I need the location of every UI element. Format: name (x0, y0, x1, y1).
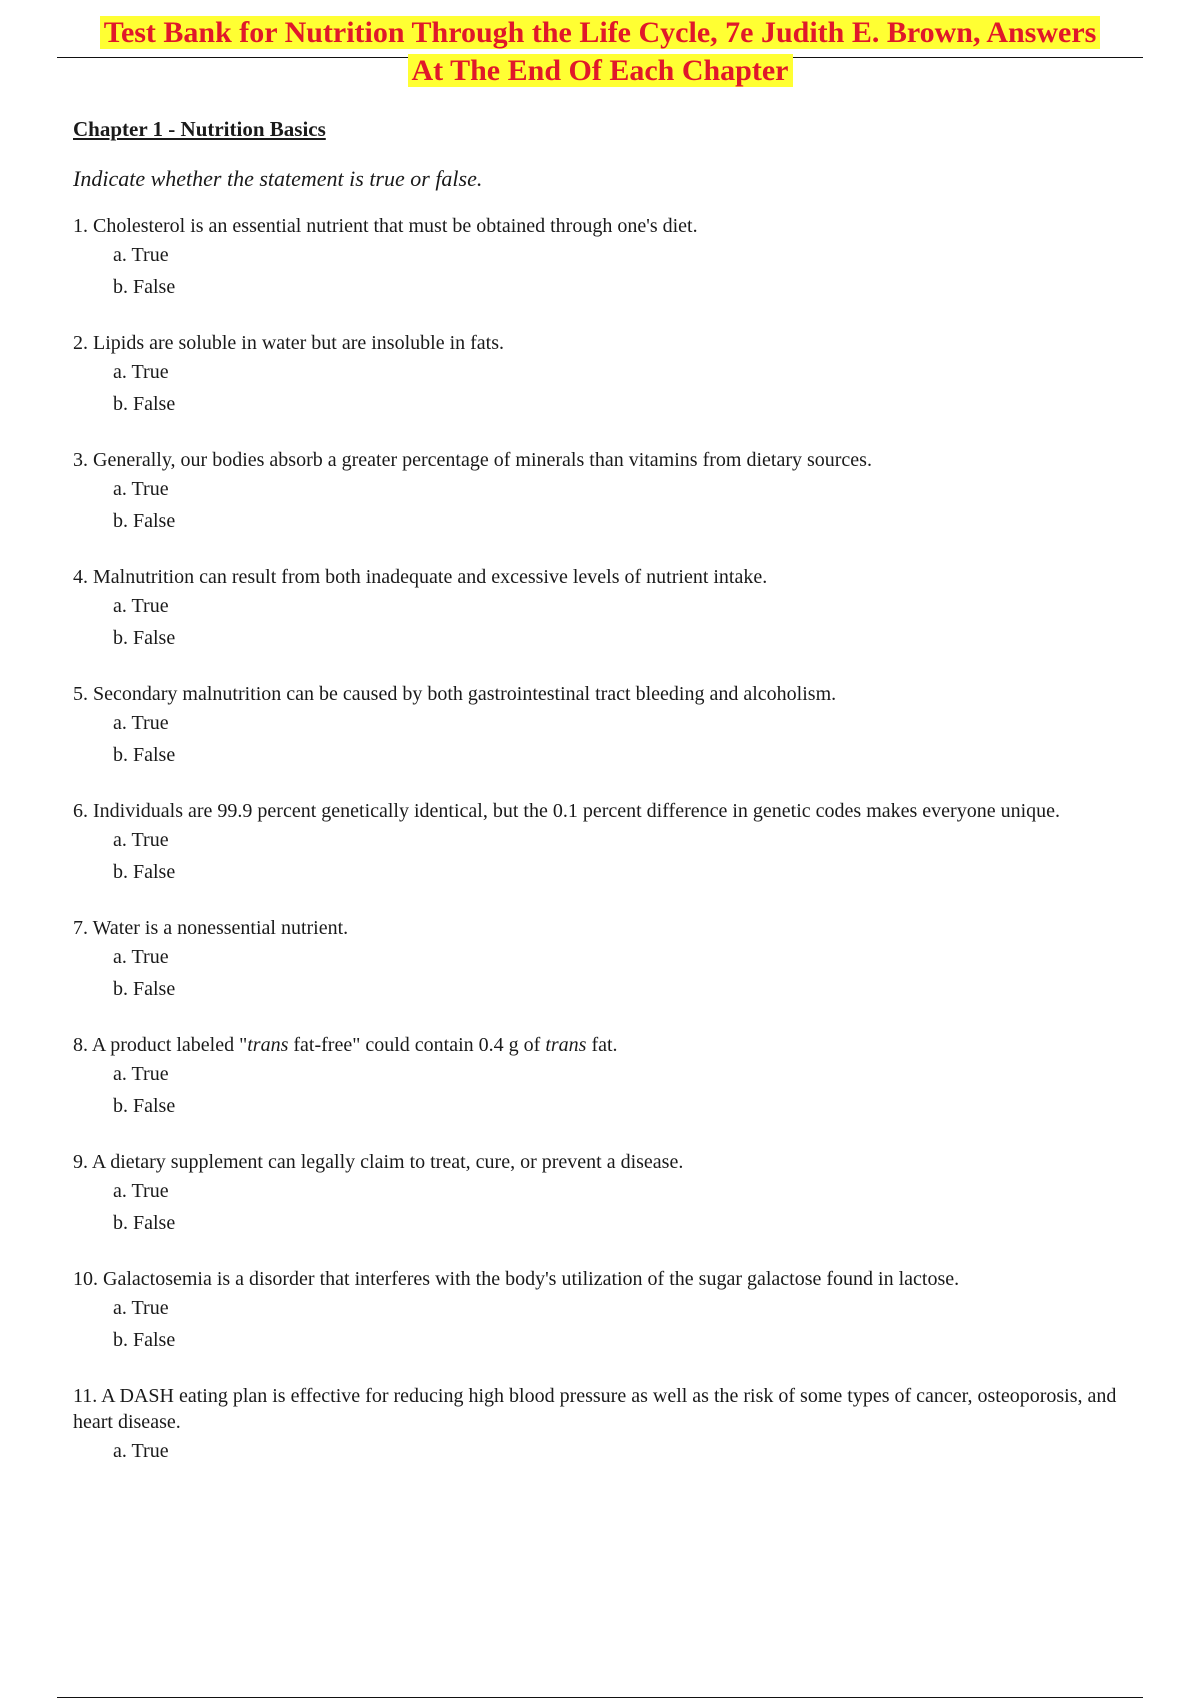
question-stem-text: 11. A DASH eating plan is effective for reducing high blood pressure as well as the risk of some types of cancer, osteoporosis, and heart disease. (73, 1385, 1117, 1433)
answer-option: a. True (113, 829, 169, 851)
question-stem-text: 3. Generally, our bodies absorb a greater percentage of minerals than vitamins from dietary sources. (73, 449, 872, 471)
question-stem (73, 447, 1123, 473)
answer-option: a. True (113, 361, 169, 383)
answer-option: a. True (113, 946, 169, 968)
question-item (73, 798, 1123, 888)
question-stem (73, 798, 1123, 824)
answer-option: b. False (113, 978, 176, 1000)
question-item (73, 1149, 1123, 1239)
answer-option: b. False (113, 1329, 176, 1351)
question-stem (73, 564, 1123, 590)
question-stem-text: 9. A dietary supplement can legally claim to treat, cure, or prevent a disease. (73, 1151, 684, 1173)
answer-option: b. False (113, 393, 176, 415)
title-line-1: Test Bank for Nutrition Through the Life Cycle, 7e Judith E. Brown, Answers (100, 16, 1101, 49)
question-list (73, 213, 1123, 1494)
question-item (73, 681, 1123, 771)
question-stem-text: 1. Cholesterol is an essential nutrient that must be obtained through one's diet. (73, 215, 698, 237)
question-stem (73, 1149, 1123, 1175)
question-stem (73, 213, 1123, 239)
question-stem-italic: trans (247, 1034, 289, 1056)
answer-option: b. False (113, 276, 176, 298)
question-stem-text: 5. Secondary malnutrition can be caused by both gastrointestinal tract bleeding and alcoholism. (73, 683, 837, 705)
question-stem-text: 8. A product labeled " (73, 1034, 248, 1056)
answer-option: a. True (113, 595, 169, 617)
title-line-2: At The End Of Each Chapter (408, 54, 793, 87)
instructions: Indicate whether the statement is true or false. (73, 166, 483, 191)
question-item (73, 447, 1123, 537)
question-item (73, 1032, 1123, 1122)
question-stem (73, 1266, 1123, 1292)
question-stem-text: 2. Lipids are soluble in water but are insoluble in fats. (73, 332, 505, 354)
answer-option: b. False (113, 1095, 176, 1117)
question-stem (73, 681, 1123, 707)
question-item (73, 213, 1123, 303)
question-item (73, 915, 1123, 1005)
question-item (73, 1266, 1123, 1356)
answer-option: a. True (113, 478, 169, 500)
question-item (73, 1383, 1123, 1467)
question-item (73, 330, 1123, 420)
answer-option: a. True (113, 712, 169, 734)
question-stem (73, 1383, 1123, 1435)
question-stem-text: 7. Water is a nonessential nutrient. (73, 917, 349, 939)
answer-option: b. False (113, 510, 176, 532)
question-stem (73, 330, 1123, 356)
question-stem-text: 10. Galactosemia is a disorder that interferes with the body's utilization of the sugar galactose found in lactose. (73, 1268, 960, 1290)
chapter-heading: Chapter 1 - Nutrition Basics (73, 117, 326, 141)
answer-option: a. True (113, 1440, 169, 1462)
answer-option: b. False (113, 627, 176, 649)
answer-option: a. True (113, 1063, 169, 1085)
question-stem-text: fat. (586, 1034, 618, 1056)
answer-option: a. True (113, 1297, 169, 1319)
answer-option: b. False (113, 1212, 176, 1234)
footer-rule (57, 1697, 1143, 1698)
question-item (73, 564, 1123, 654)
answer-option: b. False (113, 744, 176, 766)
answer-option: b. False (113, 861, 176, 883)
question-stem-text: 6. Individuals are 99.9 percent genetically identical, but the 0.1 percent difference in genetic codes makes everyone unique. (73, 800, 1061, 822)
question-stem (73, 915, 1123, 941)
question-stem (73, 1032, 1123, 1058)
question-stem-text: 4. Malnutrition can result from both inadequate and excessive levels of nutrient intake. (73, 566, 768, 588)
answer-option: a. True (113, 1180, 169, 1202)
answer-option: a. True (113, 244, 169, 266)
document-title (57, 14, 1143, 90)
question-stem-italic: trans (545, 1034, 587, 1056)
question-stem-text: fat-free" could contain 0.4 g of (288, 1034, 546, 1056)
